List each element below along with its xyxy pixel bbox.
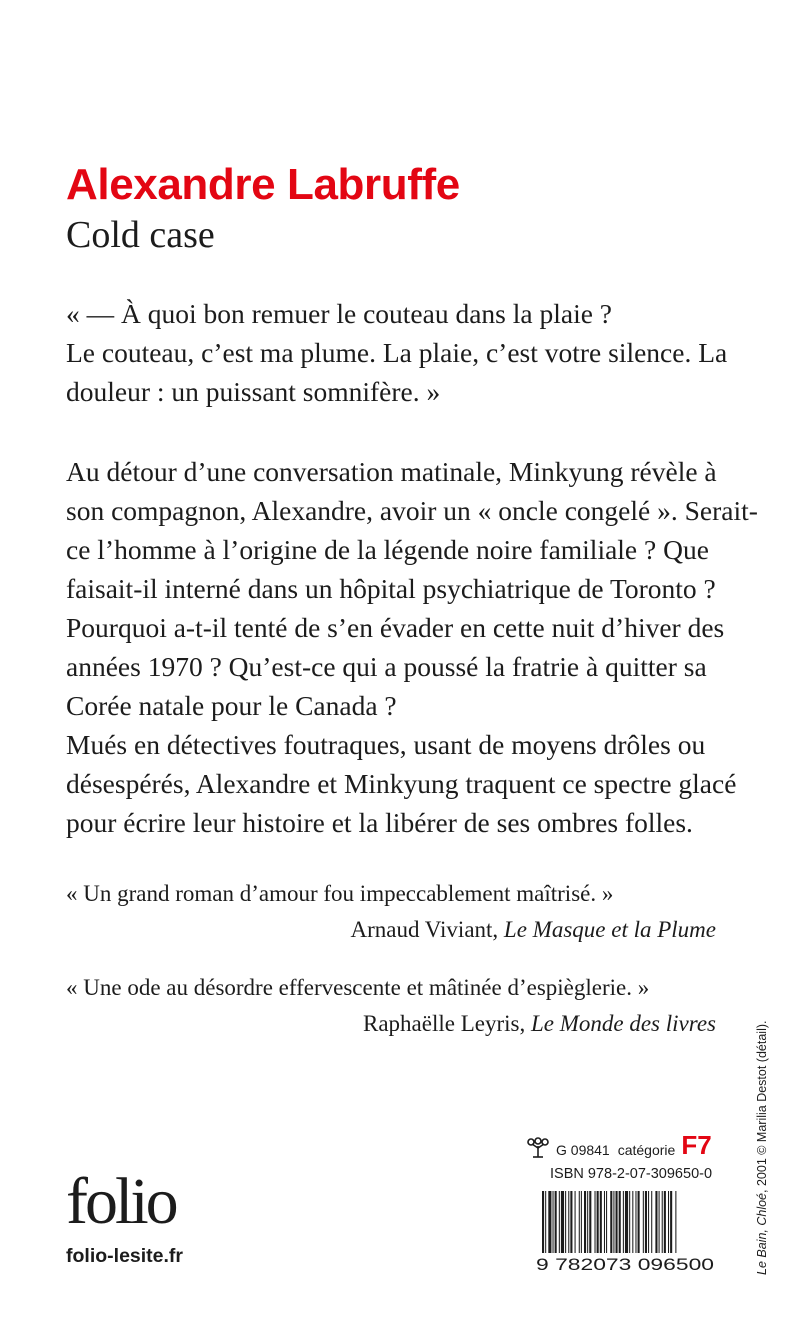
- barcode-bar: [604, 1191, 605, 1253]
- review-quote: « Un grand roman d’amour fou impeccablement maîtrisé. »: [66, 881, 614, 906]
- reviewer-name: Arnaud Viviant,: [350, 917, 504, 942]
- barcode-bar: [606, 1191, 607, 1253]
- barcode-bar: [664, 1191, 666, 1253]
- barcode-bar: [619, 1191, 621, 1253]
- barcode-bar: [648, 1191, 649, 1253]
- series-line: [526, 1130, 712, 1158]
- barcode-bar: [610, 1191, 612, 1253]
- book-title: Cold case: [66, 214, 215, 256]
- barcode-bar: [675, 1191, 676, 1253]
- barcode-bar: [579, 1191, 580, 1253]
- cover-image-credit: [755, 1021, 769, 1276]
- barcode-bar: [570, 1191, 572, 1253]
- blurb-line: Corée natale pour le Canada ?: [66, 690, 397, 721]
- series-code: G 09841: [556, 1142, 610, 1158]
- barcode-bar: [629, 1191, 630, 1253]
- isbn: ISBN 978-2-07-309650-0: [550, 1166, 713, 1182]
- credit-work: Le Bain, Chloé: [755, 1192, 769, 1275]
- publisher-website: folio-lesite.fr: [66, 1245, 184, 1267]
- barcode-bar: [613, 1191, 614, 1253]
- barcode-bar: [655, 1191, 657, 1253]
- review-2: [66, 970, 716, 1042]
- review-source: Le Masque et la Plume: [503, 917, 716, 942]
- review-source: Le Monde des livres: [530, 1011, 716, 1036]
- ean-barcode: [536, 1191, 716, 1273]
- blurb-line: Au détour d’une conversation matinale, Minkyung révèle à: [66, 456, 717, 487]
- barcode-bar: [597, 1191, 599, 1253]
- blurb-line: son compagnon, Alexandre, avoir un « oncle congelé ». Serait-: [66, 495, 758, 526]
- blurb-line: pour écrire leur histoire et la libérer de ses ombres folles.: [66, 807, 693, 838]
- blurb-line: années 1970 ? Qu’est-ce qui a poussé la fratrie à quitter sa: [66, 651, 707, 682]
- category-label: catégorie: [617, 1142, 676, 1158]
- review-1: [66, 876, 716, 948]
- barcode-bar: [638, 1191, 640, 1253]
- blurb: [66, 452, 758, 842]
- barcode-bar: [589, 1191, 591, 1253]
- barcode-bar: [568, 1191, 569, 1253]
- barcode-bar: [668, 1191, 669, 1253]
- barcode-bar: [555, 1191, 557, 1253]
- barcode-bar: [548, 1191, 551, 1253]
- barcode-bar: [662, 1191, 663, 1253]
- barcode-bar: [565, 1191, 566, 1253]
- barcode-bar: [587, 1191, 588, 1253]
- author-name: Alexandre Labruffe: [66, 160, 460, 209]
- barcode-bar: [575, 1191, 576, 1253]
- barcode-bar: [553, 1191, 554, 1253]
- barcode-bar: [623, 1191, 624, 1253]
- paper-tree-icon: [526, 1136, 550, 1158]
- epigraph: [66, 294, 736, 411]
- barcode-bar: [616, 1191, 618, 1253]
- category-code: F7: [681, 1130, 712, 1160]
- barcode-bar: [670, 1191, 672, 1253]
- barcode-bar: [559, 1191, 560, 1253]
- barcode-bar: [584, 1191, 586, 1253]
- barcode-bar: [645, 1191, 647, 1253]
- barcode-bar: [659, 1191, 660, 1253]
- blurb-line: ce l’homme à l’origine de la légende noire familiale ? Que: [66, 534, 709, 565]
- review-quote: « Une ode au désordre effervescente et mâtinée d’espièglerie. »: [66, 975, 650, 1000]
- epigraph-line: douleur : un puissant somnifère. »: [66, 376, 441, 407]
- barcode-digits: 9 782073 096500: [536, 1255, 714, 1273]
- barcode-bar: [635, 1191, 636, 1253]
- barcode-bar: [651, 1191, 652, 1253]
- reviewer-name: Raphaëlle Leyris,: [363, 1011, 531, 1036]
- blurb-line: Pourquoi a-t-il tenté de s’en évader en cette nuit d’hiver des: [66, 612, 725, 643]
- review-attribution: [66, 1006, 716, 1042]
- blurb-line: faisait-il interné dans un hôpital psychiatrique de Toronto ?: [66, 573, 716, 604]
- barcode-bar: [625, 1191, 628, 1253]
- epigraph-line: Le couteau, c’est ma plume. La plaie, c’est votre silence. La: [66, 337, 728, 368]
- folio-logo: folio: [66, 1165, 176, 1238]
- blurb-line: désespérés, Alexandre et Minkyung traquent ce spectre glacé: [66, 768, 737, 799]
- blurb-line: Mués en détectives foutraques, usant de moyens drôles ou: [66, 729, 706, 760]
- barcode-bar: [632, 1191, 633, 1253]
- barcode-bar: [545, 1191, 546, 1253]
- barcode-bar: [600, 1191, 602, 1253]
- barcode-bar: [542, 1191, 544, 1253]
- epigraph-line: « — À quoi bon remuer le couteau dans la plaie ?: [66, 298, 612, 329]
- barcode-bar: [595, 1191, 596, 1253]
- barcode-bar: [561, 1191, 564, 1253]
- barcode-bar: [581, 1191, 582, 1253]
- credit-rest: , 2001 © Marilia Destot (détail).: [755, 1020, 769, 1193]
- review-attribution: [66, 912, 716, 948]
- barcode-bar: [643, 1191, 644, 1253]
